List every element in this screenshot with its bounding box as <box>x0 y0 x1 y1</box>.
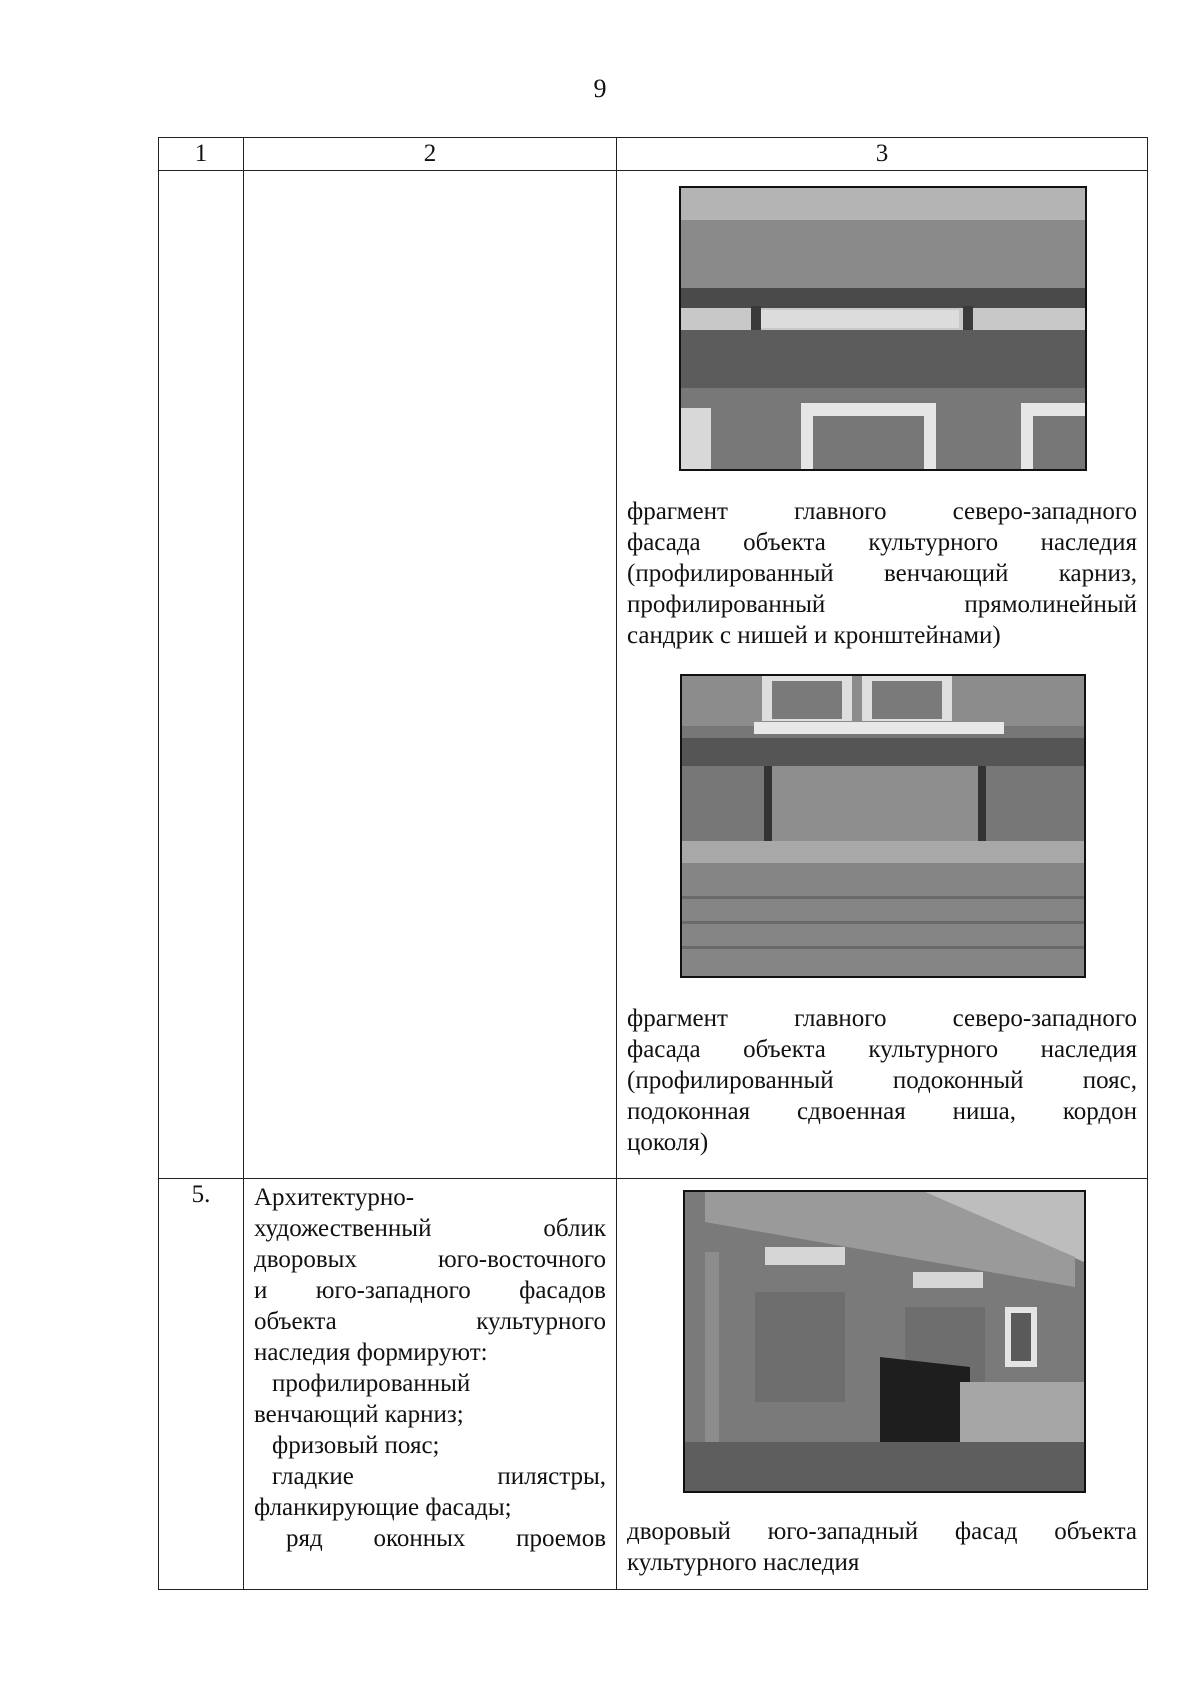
description-line: гладкие пилястры, <box>272 1463 606 1490</box>
description-line: фланкирующие фасады; <box>254 1494 512 1521</box>
column-header-1: 1 <box>159 138 244 171</box>
caption-line: подоконная сдвоенная ниша, кордон <box>627 1098 1137 1125</box>
description-cell <box>244 1179 617 1590</box>
description-line: фризовый пояс; <box>272 1432 440 1459</box>
photo-windowsill-fragment <box>680 674 1086 978</box>
column-header-2: 2 <box>244 138 617 171</box>
caption-line: профилированный прямолинейный <box>627 591 1137 618</box>
description-line: наследия формируют: <box>254 1339 488 1366</box>
column-header-3: 3 <box>617 138 1148 171</box>
caption-line: сандрик с нишей и кронштейнами) <box>627 622 1001 649</box>
caption-line: культурного наследия <box>627 1549 860 1576</box>
description-line: дворовых юго-восточного <box>254 1246 606 1273</box>
caption-line: фасада объекта культурного наследия <box>627 1036 1137 1063</box>
description-line: художественный облик <box>254 1215 606 1242</box>
caption-line: фасада объекта культурного наследия <box>627 529 1137 556</box>
caption-line: дворовый юго-западный фасад объекта <box>627 1518 1137 1545</box>
table-header-row <box>159 138 1148 171</box>
photo-caption-3 <box>627 1516 1137 1578</box>
description-line: и юго-западного фасадов <box>254 1277 606 1304</box>
heritage-table <box>158 137 1148 1590</box>
table-row-5 <box>159 1179 1148 1590</box>
photo-courtyard-facade <box>683 1190 1086 1493</box>
caption-line: фрагмент главного северо-западного <box>627 498 1137 525</box>
table-row-continued <box>159 171 1148 1179</box>
caption-line: (профилированный венчающий карниз, <box>627 560 1137 587</box>
page-number: 9 <box>593 74 607 103</box>
photos-cell <box>617 171 1148 1179</box>
description-line: профилированный <box>272 1370 471 1397</box>
row-number: 5. <box>159 1179 244 1590</box>
photo-cell <box>617 1179 1148 1590</box>
photo-caption-2 <box>627 1003 1137 1158</box>
description-line: венчающий карниз; <box>254 1401 464 1428</box>
description-line: ряд оконных проемов <box>286 1525 606 1552</box>
description-cell-empty <box>244 171 617 1179</box>
description-line: объекта культурного <box>254 1308 606 1335</box>
caption-line: цоколя) <box>627 1129 709 1156</box>
caption-line: (профилированный подоконный пояс, <box>627 1067 1137 1094</box>
photo-cornice-fragment <box>679 186 1087 471</box>
photo-caption-1 <box>627 496 1137 651</box>
row-number-cell-empty <box>159 171 244 1179</box>
caption-line: фрагмент главного северо-западного <box>627 1005 1137 1032</box>
description-line: Архитектурно- <box>254 1184 415 1211</box>
